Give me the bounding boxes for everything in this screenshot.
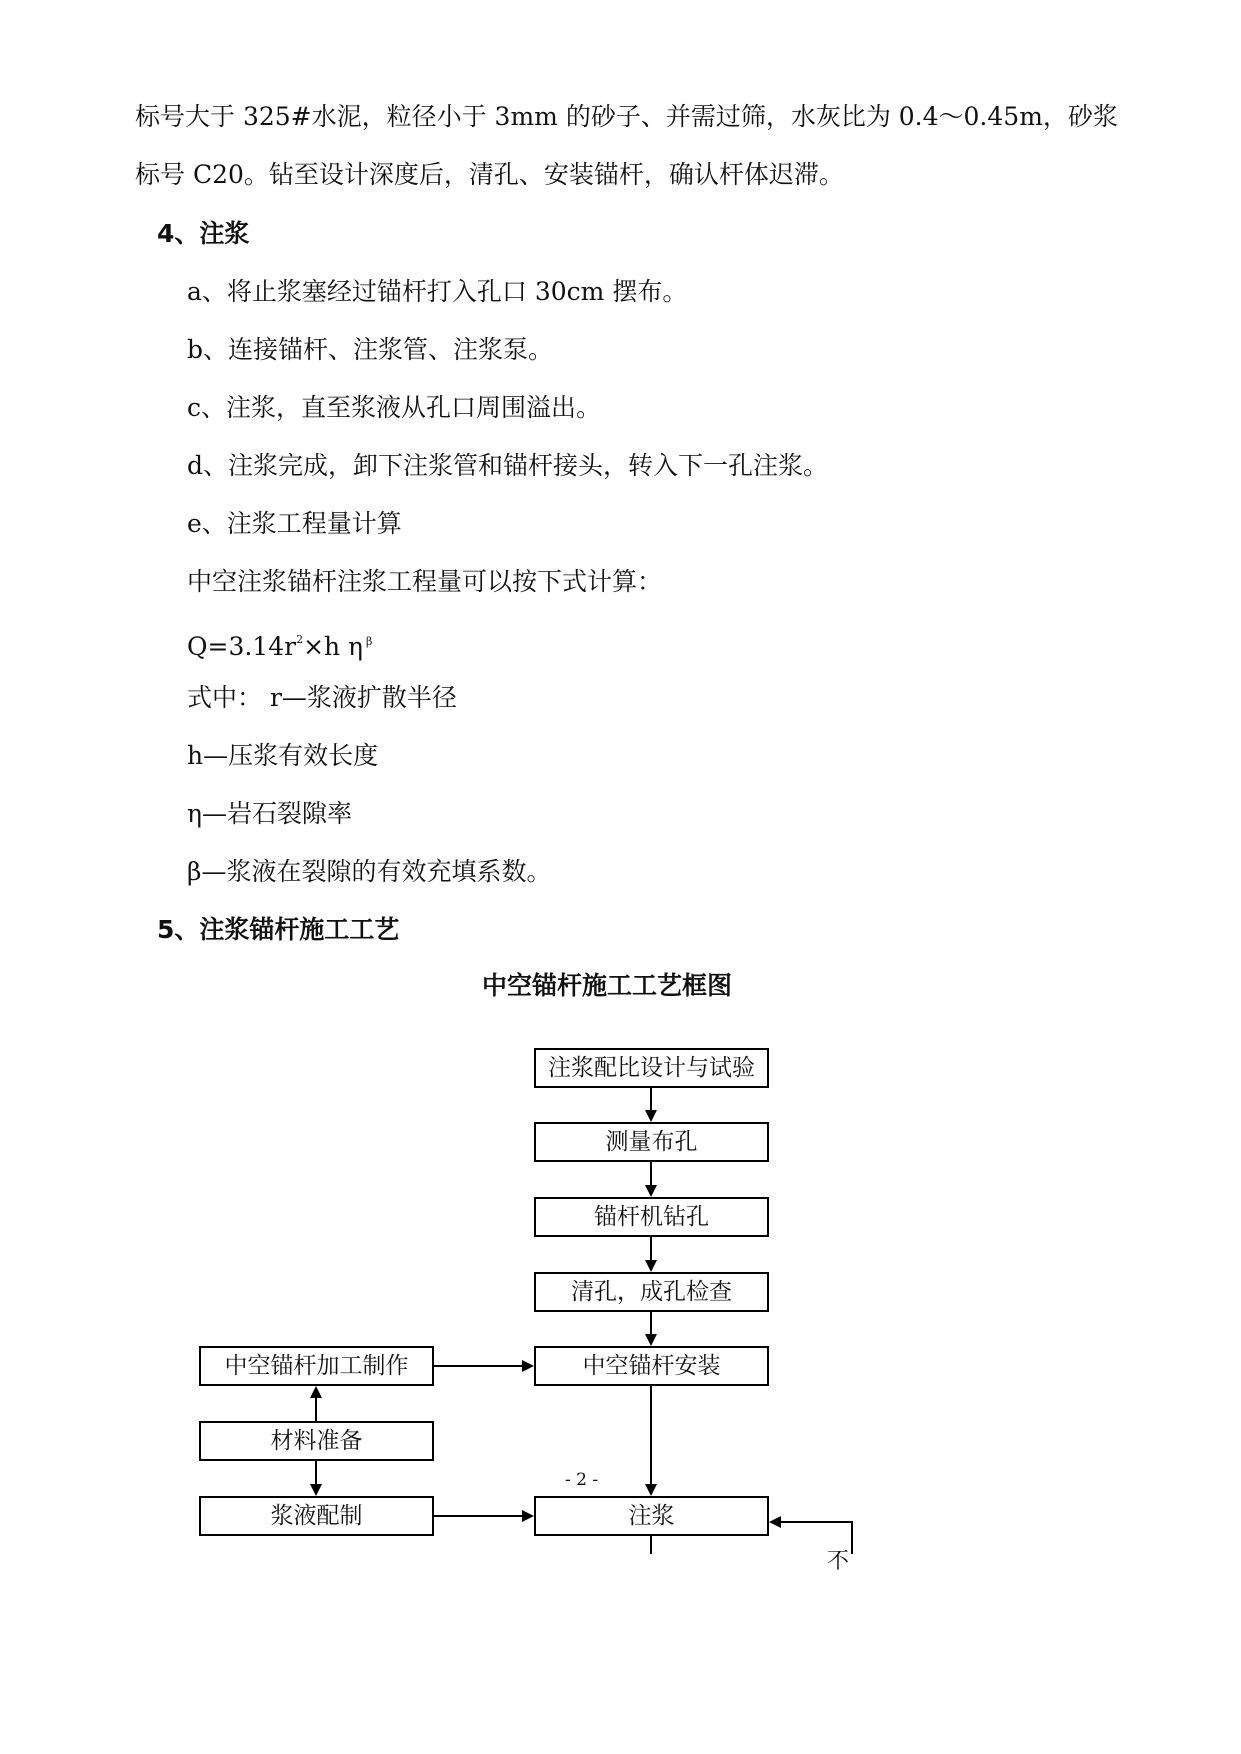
definition-eta: η—岩石裂隙率 xyxy=(187,799,352,828)
section-4-heading: 4、注浆 xyxy=(157,219,250,248)
connector-design-survey xyxy=(650,1088,652,1110)
section-5-heading: 5、注浆锚杆施工工艺 xyxy=(157,915,400,944)
item-e: e、注浆工程量计算 xyxy=(187,509,402,538)
item-b: b、连接锚杆、注浆管、注浆泵。 xyxy=(187,335,554,364)
formula-superscript: 2 xyxy=(296,633,304,646)
arrow-down-icon xyxy=(310,1484,322,1496)
connector-clean-install xyxy=(650,1312,652,1334)
paragraph-line-1: 标号大于 325#水泥，粒径小于 3mm 的砂子、并需过筛，水灰比为 0.4～0.45m，砂浆 xyxy=(135,102,1118,131)
box-drill: 锚杆机钻孔 xyxy=(534,1197,769,1237)
arrow-right-icon xyxy=(522,1510,534,1522)
formula-intro: 中空注浆锚杆注浆工程量可以按下式计算： xyxy=(187,567,663,596)
box-mix: 浆液配制 xyxy=(199,1496,434,1536)
formula-main: Q=3.14r xyxy=(187,632,297,661)
definition-h: h—压浆有效长度 xyxy=(187,741,379,770)
arrow-left-icon xyxy=(769,1516,781,1528)
box-install: 中空锚杆安装 xyxy=(534,1346,769,1386)
connector-feedback-vertical xyxy=(851,1521,853,1554)
connector-material-mix xyxy=(315,1461,317,1484)
item-c: c、注浆，直至浆液从孔口周围溢出。 xyxy=(187,393,602,422)
arrow-down-icon xyxy=(645,1260,657,1272)
diagram-title: 中空锚杆施工工艺框图 xyxy=(482,971,733,1000)
formula xyxy=(187,625,372,662)
connector-mix-grout xyxy=(434,1515,522,1517)
box-clean: 清孔，成孔检查 xyxy=(534,1272,769,1312)
formula-beta: β xyxy=(366,635,373,648)
connector-material-fabricate xyxy=(315,1398,317,1421)
arrow-down-icon xyxy=(645,1484,657,1496)
arrow-down-icon xyxy=(645,1334,657,1346)
box-design: 注浆配比设计与试验 xyxy=(534,1048,769,1088)
page-number: - 2 - xyxy=(565,1470,599,1490)
connector-install-grout xyxy=(650,1386,652,1484)
box-grout: 注浆 xyxy=(534,1496,769,1536)
definition-beta: β—浆液在裂隙的有效充填系数。 xyxy=(187,857,552,886)
connector-fabricate-install xyxy=(434,1365,522,1367)
paragraph-line-2: 标号 C20。钻至设计深度后，清孔、安装锚杆，确认杆体迟滞。 xyxy=(135,160,844,189)
box-survey: 测量布孔 xyxy=(534,1122,769,1162)
connector-grout-below xyxy=(650,1536,652,1554)
feedback-label: 不 xyxy=(827,1549,850,1574)
formula-rest: ×h η xyxy=(303,632,364,661)
item-a: a、将止浆塞经过锚杆打入孔口 30cm 摆布。 xyxy=(187,277,688,306)
arrow-down-icon xyxy=(645,1185,657,1197)
arrow-up-icon xyxy=(310,1386,322,1398)
arrow-right-icon xyxy=(522,1360,534,1372)
connector-survey-drill xyxy=(650,1162,652,1185)
item-d: d、注浆完成，卸下注浆管和锚杆接头，转入下一孔注浆。 xyxy=(187,451,829,480)
box-material: 材料准备 xyxy=(199,1421,434,1461)
definition-r: 式中： r—浆液扩散半径 xyxy=(187,683,457,712)
connector-drill-clean xyxy=(650,1237,652,1260)
connector-feedback-horizontal xyxy=(781,1521,853,1523)
arrow-down-icon xyxy=(645,1110,657,1122)
box-fabricate: 中空锚杆加工制作 xyxy=(199,1346,434,1386)
